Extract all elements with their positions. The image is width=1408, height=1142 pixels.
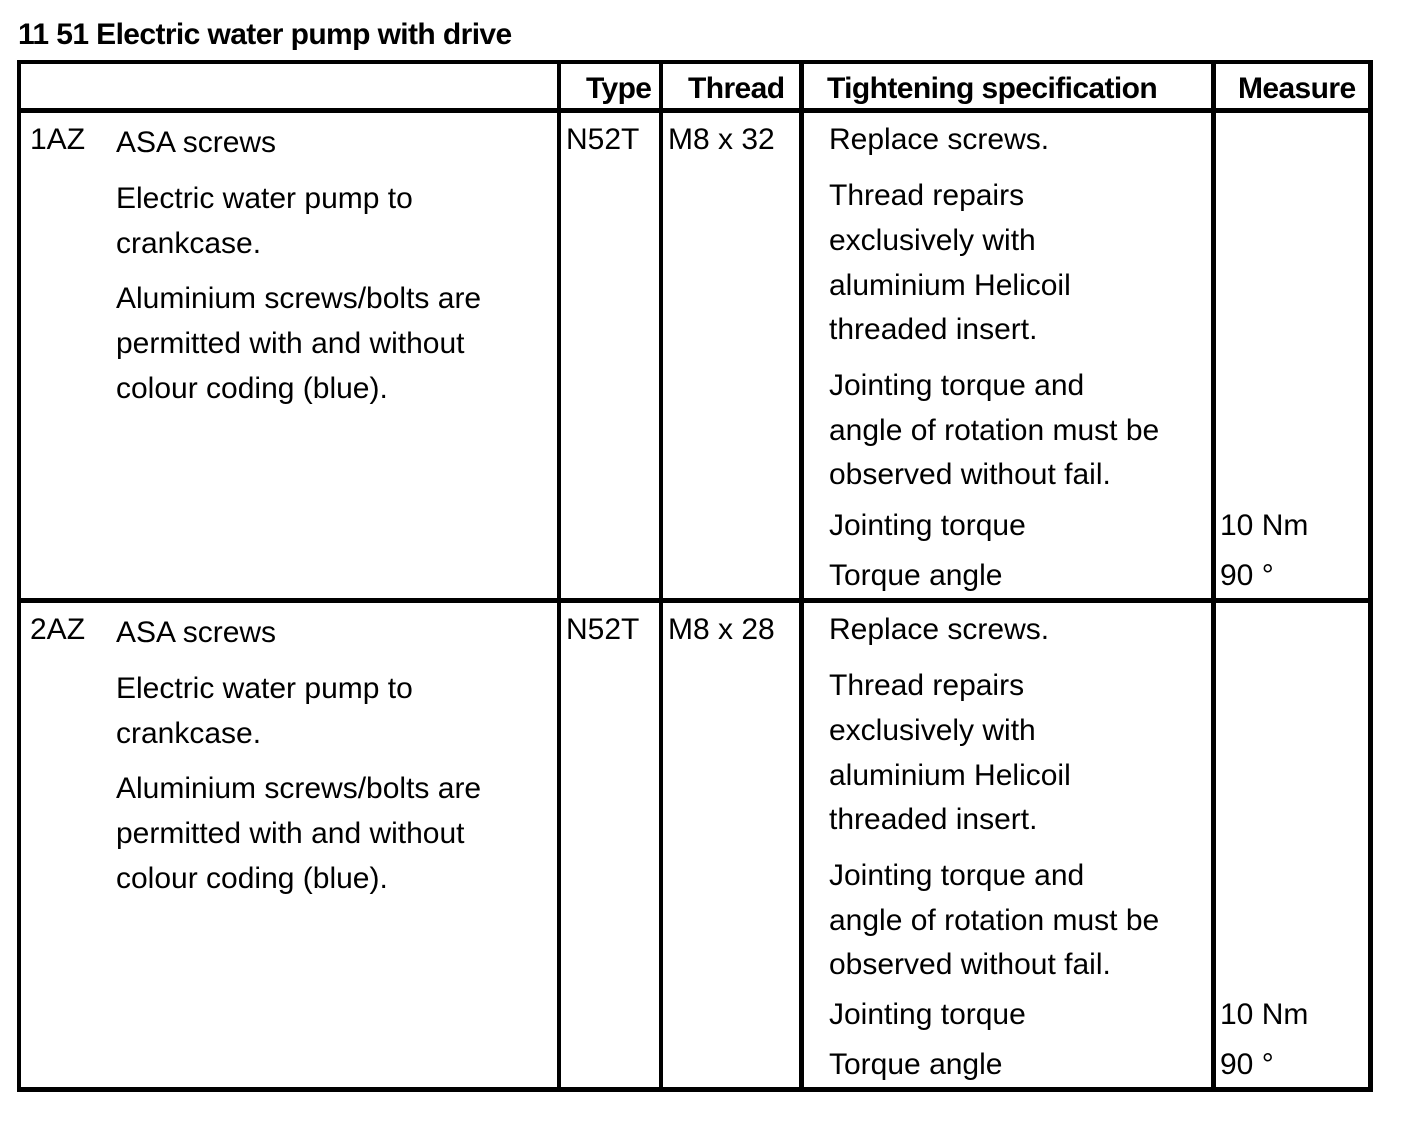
screw-name: ASA screws <box>116 616 277 649</box>
thread-value: M8 x 32 <box>668 123 775 156</box>
description-line: permitted with and without <box>116 817 465 850</box>
description-line: Electric water pump to <box>116 672 413 705</box>
spec-line: aluminium Helicoil <box>829 269 1071 302</box>
thread-value: M8 x 28 <box>668 613 775 646</box>
table-border-bottom <box>17 1087 1373 1092</box>
spec-line: threaded insert. <box>829 803 1038 836</box>
spec-line: exclusively with <box>829 714 1036 747</box>
spec-line: threaded insert. <box>829 313 1038 346</box>
type-value: N52T <box>566 613 640 646</box>
description-line: Aluminium screws/bolts are <box>116 282 482 315</box>
spec-line: angle of rotation must be <box>829 904 1160 937</box>
spec-line: aluminium Helicoil <box>829 759 1071 792</box>
description-line: Aluminium screws/bolts are <box>116 772 482 805</box>
header-spec: Tightening specification <box>827 72 1158 105</box>
table-border-right <box>1368 60 1373 1092</box>
torque-value: 10 Nm <box>1220 998 1309 1031</box>
spec-line: observed without fail. <box>829 948 1111 981</box>
row-divider <box>17 598 1373 603</box>
table-border-top <box>17 60 1373 64</box>
column-divider-measure <box>1211 60 1216 1092</box>
column-divider-thread <box>659 60 663 1092</box>
angle-value: 90 ° <box>1220 559 1274 592</box>
description-line: crankcase. <box>116 717 262 750</box>
spec-line: Thread repairs <box>829 179 1025 212</box>
description-line: colour coding (blue). <box>116 372 388 405</box>
torque-label: Jointing torque <box>829 509 1026 542</box>
torque-value: 10 Nm <box>1220 509 1309 542</box>
description-line: crankcase. <box>116 227 262 260</box>
description-line: colour coding (blue). <box>116 862 388 895</box>
column-divider-type <box>557 60 561 1092</box>
spec-line: Jointing torque and <box>829 859 1085 892</box>
spec-line: angle of rotation must be <box>829 414 1160 447</box>
row-id: 2AZ <box>30 613 86 646</box>
spec-line: Replace screws. <box>829 613 1050 646</box>
header-measure: Measure <box>1238 72 1356 105</box>
description-line: Electric water pump to <box>116 182 413 215</box>
spec-line: Thread repairs <box>829 669 1025 702</box>
spec-line: observed without fail. <box>829 458 1111 491</box>
spec-line: exclusively with <box>829 224 1036 257</box>
table-border-left <box>17 60 21 1092</box>
angle-label: Torque angle <box>829 559 1003 592</box>
header-type: Type <box>586 72 652 105</box>
column-divider-spec <box>799 60 804 1092</box>
torque-label: Jointing torque <box>829 998 1026 1031</box>
header-thread: Thread <box>688 72 785 105</box>
spec-line: Replace screws. <box>829 123 1050 156</box>
type-value: N52T <box>566 123 640 156</box>
page-title: 11 51 Electric water pump with drive <box>18 18 512 51</box>
angle-value: 90 ° <box>1220 1048 1274 1081</box>
row-id: 1AZ <box>30 123 86 156</box>
description-line: permitted with and without <box>116 327 465 360</box>
spec-line: Jointing torque and <box>829 369 1085 402</box>
screw-name: ASA screws <box>116 126 277 159</box>
angle-label: Torque angle <box>829 1048 1003 1081</box>
